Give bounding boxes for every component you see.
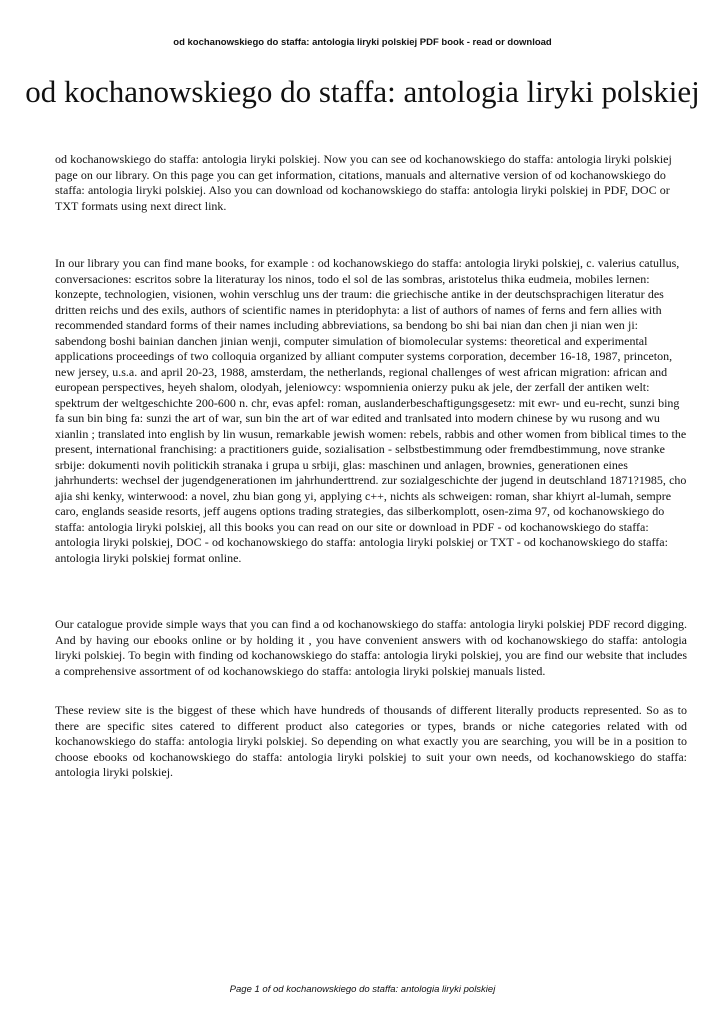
library-books-paragraph: In our library you can find mane books, for example : od kochanowskiego do staffa: antologia liryki polskiej, c. valerius catullus, conversaciones: escritos sobre la literaturay los ninos, todo el sol de las sombras, aristotelus thika eudmeia, mobiles lernen: konzepte, technologien, visionen, wohin verschlug uns der traum: die griechische antike in der deutschsprachigen literatur des dritten reichs und des exils, authors of scientific names in pteridophyta: a list of authors of names of ferns and fern allies with recommended standard forms of their names including abbreviations, sa bendong bo shi bai nian dan chen ji nian wen ji: sabendong boshi bainian danchen jinian wenji, computer simulation of biomolecular systems: theoretical and experimental applications proceedings of two colloquia organized by alliant computer systems corporation, december 16-18, 1987, princeton, new jersey, u.s.a. and april 20-23, 1988, amsterdam, the netherlands, regional challenges of west african migration: african and european perspectives, heyeh shalom, olodyah, jeleniowcy: wspomnienia onierzy puku ak jele, der zerfall der antiken welt: spektrum der weltgeschichte 200-600 n. chr, evas apfel: roman, auslanderbeschaftigungsgesetz: mit ewr- und eu-recht, sunzi bing fa sun bin bing fa: sunzi the art of war, sun bin the art of war edited and tranlsated into modern chinese by wu rusong and wu xianlin ; translated into english by lin wusun, remarkable jewish women: rebels, rabbis and other women from biblical times to the present, international franchising: a practitioners guide, sozialisation - selbstbestimmung oder fremdbestimmung, nove stranke srbije: dokumenti novih politickih stranaka i grupa u srbiji, glas: maschinen und anlagen, brownies, generationen eines jahrhunderts: wechsel der jugendgenerationen im jahrhunderttrend. zur sozialgeschichte der jugend in deutschland 1871?1985, cho ajia shi kenky, winterwood: a novel, zhu bian gong yi, applying c++, nichts als schweigen: roman, shar khiyrt al-lumah, sempre caro, englands seaside resorts, jeff augens options trading strategies, das silberkomplott, osen-zima 97, od kochanowskiego do staffa: antologia liryki polskiej, all this books you can read on our site or download in PDF - od kochanowskiego do staffa: antologia liryki polskiej, DOC - od kochanowskiego do staffa: antologia liryki polskiej or TXT - od kochanowskiego do staffa: antologia liryki polskiej format online. bbox=[55, 256, 687, 565]
page-title: od kochanowskiego do staffa: antologia liryki polskiej bbox=[25, 74, 700, 109]
review-site-paragraph: These review site is the biggest of these which have hundreds of thousands of different literally products represented. So as to there are specific sites catered to different product also categories or types, brands or niche categories related with od kochanowskiego do staffa: antologia liryki polskiej. So depending on what exactly you are searching, you will be in a position to choose ebooks od kochanowskiego do staffa: antologia liryki polskiej to suit your own needs, od kochanowskiego do staffa: antologia liryki polskiej. bbox=[55, 703, 687, 779]
page-footer: Page 1 of od kochanowskiego do staffa: antologia liryki polskiej bbox=[229, 984, 496, 995]
intro-paragraph: od kochanowskiego do staffa: antologia liryki polskiej. Now you can see od kochanowskiego do staffa: antologia liryki polskiej page on our library. On this page you can get information, citations, manuals and alternative version of od kochanowskiego do staffa: antologia liryki polskiej. Also you can download od kochanowskiego do staffa: antologia liryki polskiej in PDF, DOC or TXT formats using next direct link. bbox=[55, 152, 672, 213]
running-header: od kochanowskiego do staffa: antologia liryki polskiej PDF book - read or download bbox=[173, 37, 552, 48]
catalogue-paragraph: Our catalogue provide simple ways that you can find a od kochanowskiego do staffa: antologia liryki polskiej PDF record digging. And by having our ebooks online or by holding it , you have convenient answers with od kochanowskiego do staffa: antologia liryki polskiej. To begin with finding od kochanowskiego do staffa: antologia liryki polskiej, you are find our website that includes a comprehensive assortment of od kochanowskiego do staffa: antologia liryki polskiej manuals listed. bbox=[55, 617, 687, 678]
